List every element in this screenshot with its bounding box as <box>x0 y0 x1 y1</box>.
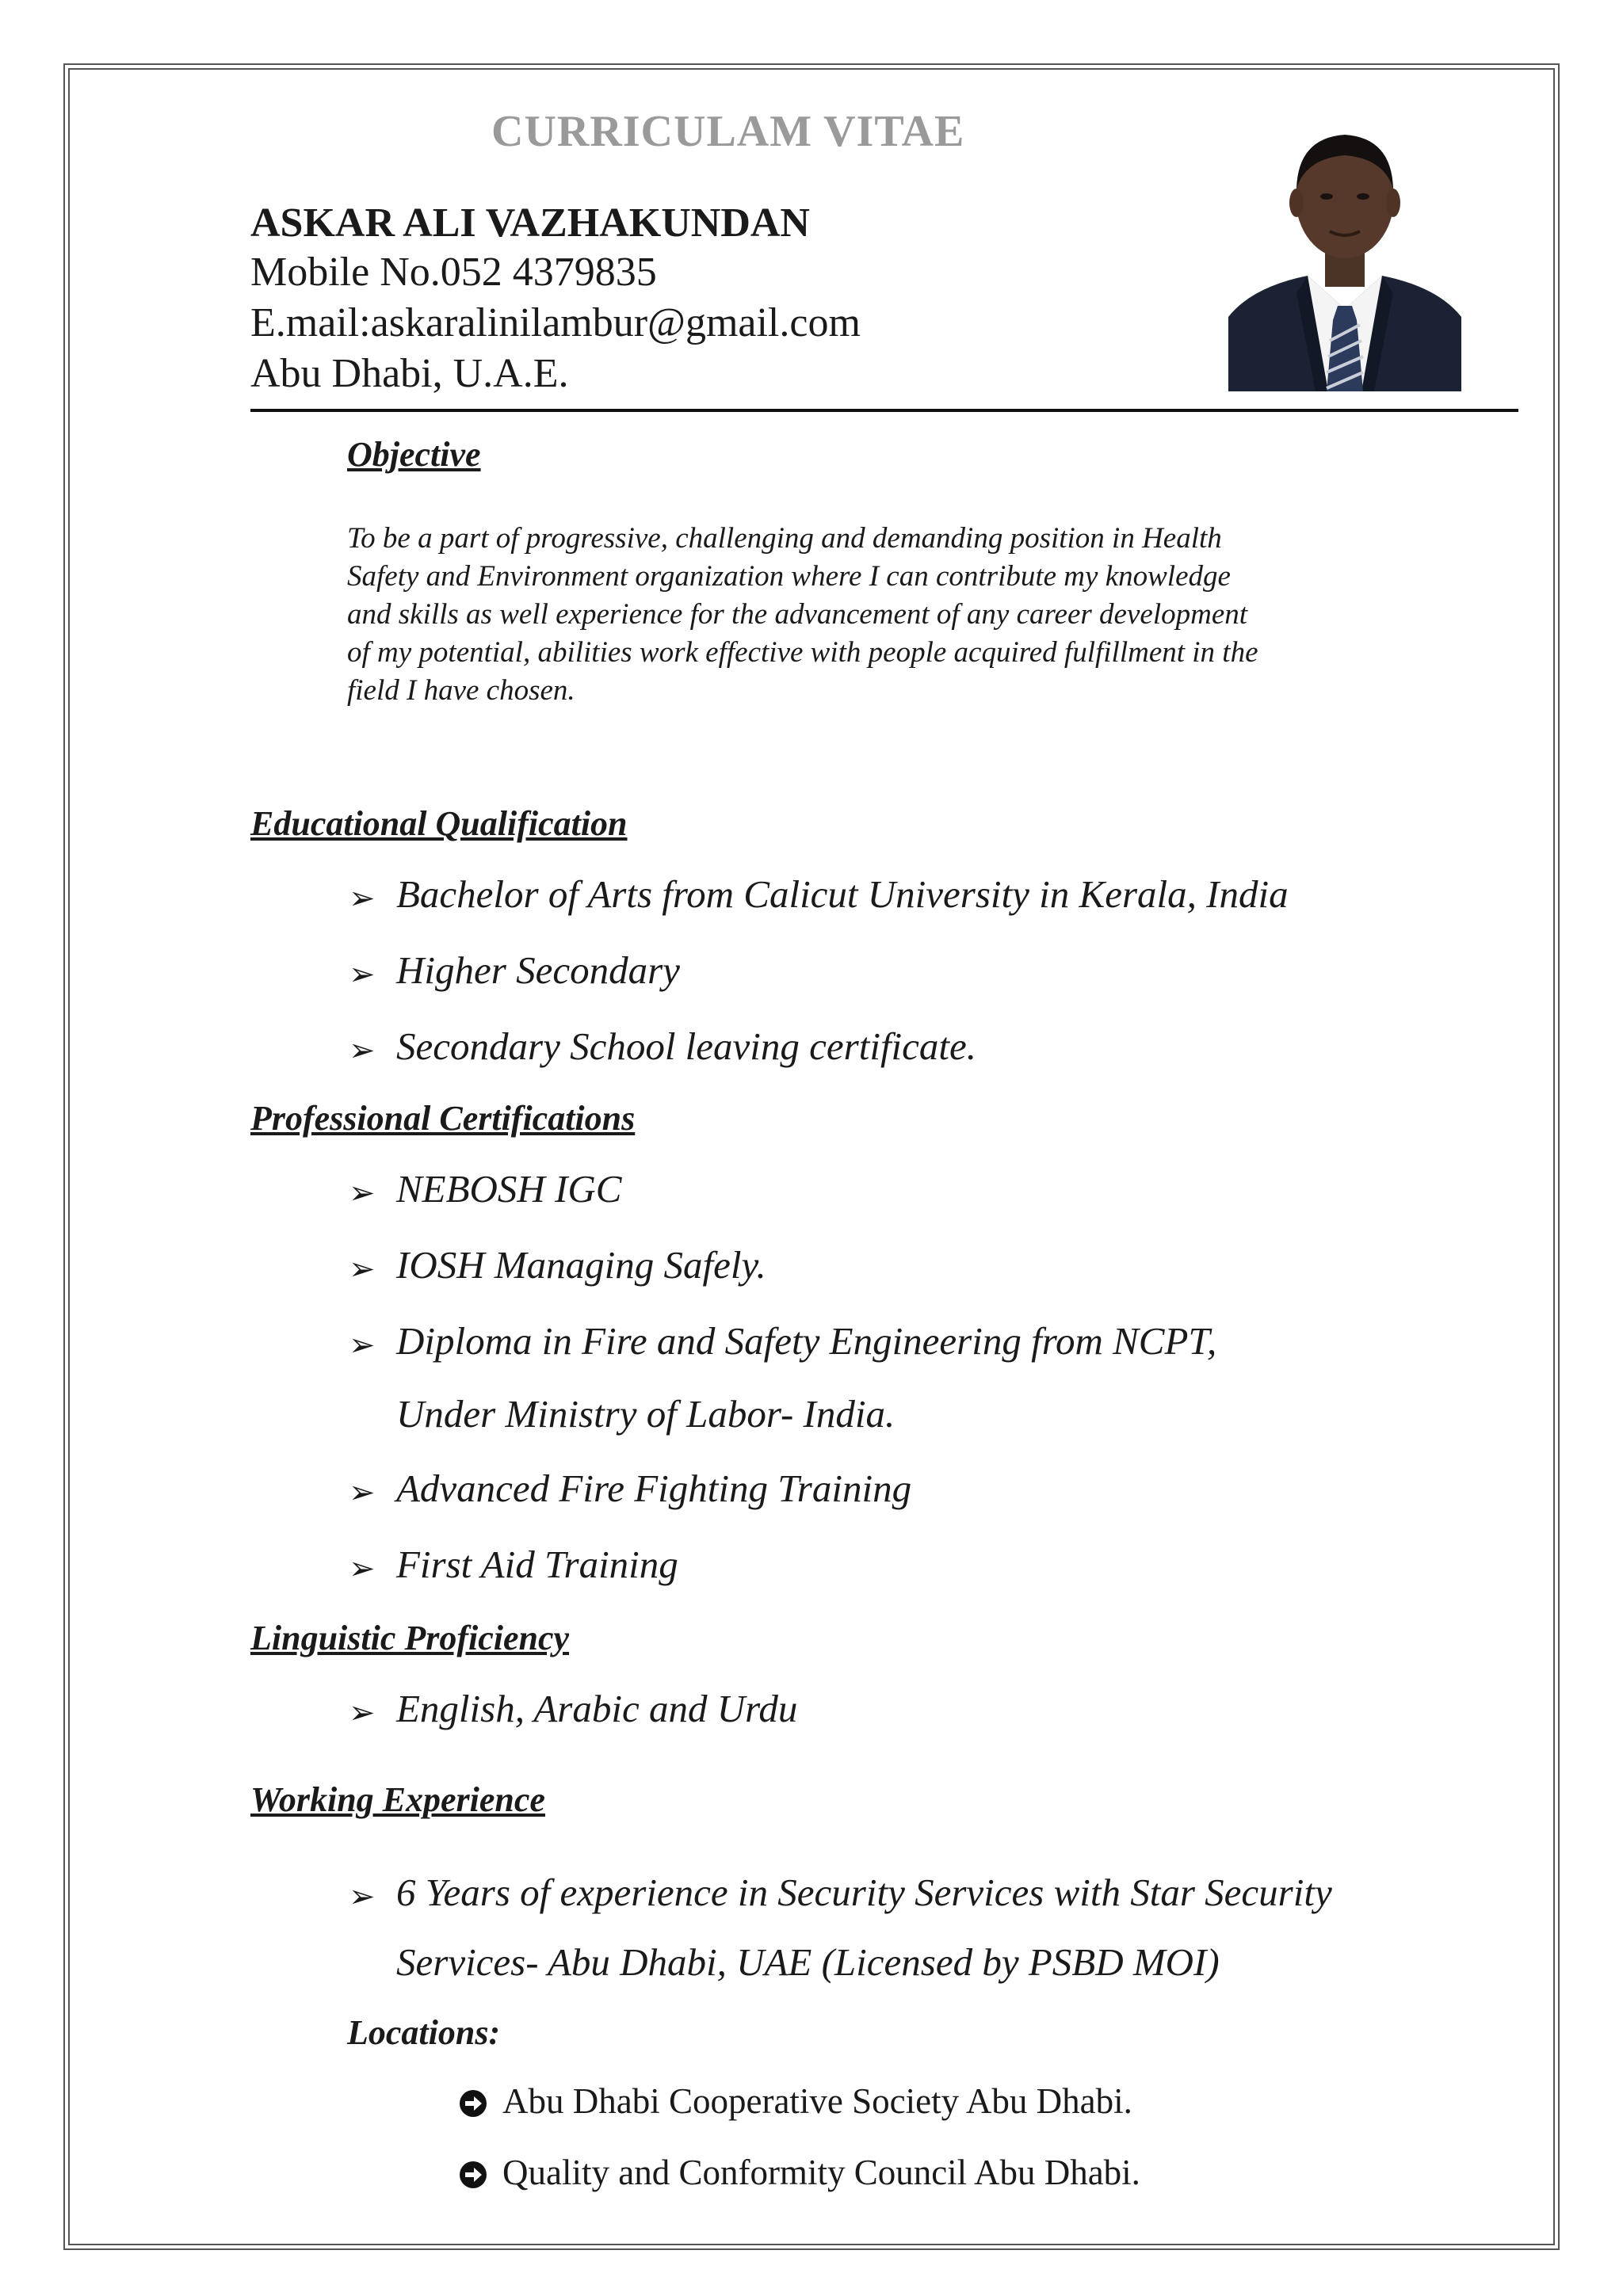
experience-item-line1: 6 Years of experience in Security Services with Star Security <box>396 1871 1332 1914</box>
certification-item-continuation: Under Ministry of Labor- India. <box>396 1392 896 1436</box>
certification-item: Advanced Fire Fighting Training <box>396 1466 912 1510</box>
mobile-number: Mobile No.052 4379835 <box>250 250 657 295</box>
certification-item: IOSH Managing Safely. <box>396 1243 766 1287</box>
arrowhead-bullet-icon: ➢ <box>349 1032 376 1068</box>
home-location: Abu Dhabi, U.A.E. <box>250 351 569 396</box>
experience-item-line2: Services- Abu Dhabi, UAE (Licensed by PSBD MOI) <box>396 1940 1220 1984</box>
arrowhead-bullet-icon: ➢ <box>349 1878 376 1914</box>
circle-arrow-bullet-icon <box>458 2088 488 2119</box>
arrowhead-bullet-icon: ➢ <box>349 1695 376 1730</box>
objective-heading: Objective <box>347 435 481 474</box>
languages-heading: Linguistic Proficiency <box>250 1619 570 1657</box>
circle-arrow-bullet-icon <box>458 2160 488 2190</box>
location-item: Abu Dhabi Cooperative Society Abu Dhabi. <box>502 2081 1132 2121</box>
arrowhead-bullet-icon: ➢ <box>349 1550 376 1586</box>
arrowhead-bullet-icon: ➢ <box>349 880 376 916</box>
language-item: English, Arabic and Urdu <box>396 1687 798 1730</box>
document-title: CURRICULAM VITAE <box>491 107 965 156</box>
location-item: Quality and Conformity Council Abu Dhabi. <box>502 2153 1140 2192</box>
arrowhead-bullet-icon: ➢ <box>349 1474 376 1510</box>
arrowhead-bullet-icon: ➢ <box>349 956 376 992</box>
objective-text <box>347 520 1401 710</box>
certifications-heading: Professional Certifications <box>250 1099 636 1138</box>
education-item: Higher Secondary <box>396 948 680 992</box>
email-address: E.mail:askaralinilambur@gmail.com <box>250 300 861 345</box>
objective-line: Safety and Environment organization where I can contribute my knowledge <box>347 560 1231 593</box>
education-heading: Educational Qualification <box>250 804 628 843</box>
locations-heading: Locations: <box>347 2013 501 2052</box>
candidate-name: ASKAR ALI VAZHAKUNDAN <box>250 200 810 246</box>
header-divider <box>250 409 1518 412</box>
objective-line: field I have chosen. <box>347 674 575 707</box>
education-item: Secondary School leaving certificate. <box>396 1024 977 1068</box>
objective-line: of my potential, abilities work effective with people acquired fulfillment in the <box>347 636 1258 669</box>
certification-item: First Aid Training <box>396 1543 678 1586</box>
certification-item: NEBOSH IGC <box>396 1167 622 1211</box>
objective-line: and skills as well experience for the advancement of any career development <box>347 598 1248 631</box>
arrowhead-bullet-icon: ➢ <box>349 1251 376 1287</box>
objective-line: To be a part of progressive, challenging and demanding position in Health <box>347 522 1222 555</box>
experience-heading: Working Experience <box>250 1780 545 1819</box>
education-item: Bachelor of Arts from Calicut University in Kerala, India <box>396 872 1289 916</box>
profile-photo <box>1228 111 1461 391</box>
arrowhead-bullet-icon: ➢ <box>349 1327 376 1363</box>
arrowhead-bullet-icon: ➢ <box>349 1175 376 1211</box>
certification-item: Diploma in Fire and Safety Engineering from NCPT, <box>396 1319 1217 1363</box>
